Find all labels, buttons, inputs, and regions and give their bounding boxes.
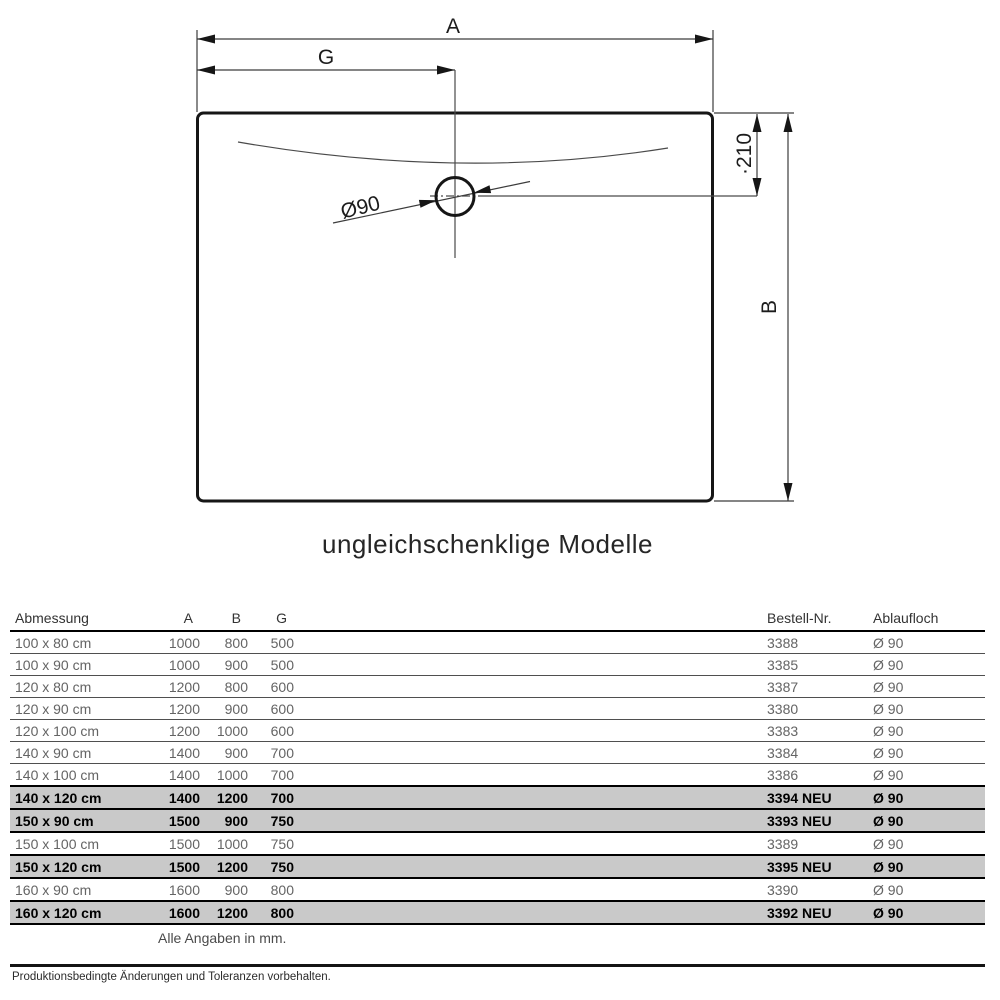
cell-g: 600 [248, 720, 294, 742]
table-row [10, 878, 985, 901]
cell-ablaufloch: Ø 90 [873, 742, 985, 764]
cell-spacer [294, 631, 767, 654]
cell-spacer [294, 698, 767, 720]
cell-spacer [294, 720, 767, 742]
cell-a: 1200 [155, 720, 200, 742]
cell-ablaufloch: Ø 90 [873, 855, 985, 878]
cell-spacer [294, 676, 767, 698]
cell-bestell-nr: 3394 NEU [767, 786, 873, 809]
cell-bestell-nr: 3388 [767, 631, 873, 654]
cell-g: 750 [248, 832, 294, 855]
cell-spacer [294, 809, 767, 832]
cell-g: 700 [248, 764, 294, 787]
arrowhead-b-bottom [784, 483, 793, 501]
cell-abmessung: 150 x 90 cm [10, 809, 155, 832]
cell-a: 1600 [155, 901, 200, 924]
cell-bestell-nr: 3384 [767, 742, 873, 764]
cell-b: 1200 [200, 901, 248, 924]
cell-g: 500 [248, 654, 294, 676]
cell-abmessung: 100 x 80 cm [10, 631, 155, 654]
cell-bestell-nr: 3386 [767, 764, 873, 787]
header-ablaufloch: Ablaufloch [873, 606, 985, 631]
cell-abmessung: 120 x 90 cm [10, 698, 155, 720]
cell-a: 1500 [155, 855, 200, 878]
header-g: G [248, 606, 294, 631]
cell-b: 900 [200, 742, 248, 764]
cell-b: 1200 [200, 855, 248, 878]
table-row [10, 855, 985, 878]
cell-bestell-nr: 3389 [767, 832, 873, 855]
cell-abmessung: 160 x 120 cm [10, 901, 155, 924]
cell-g: 750 [248, 809, 294, 832]
cell-ablaufloch: Ø 90 [873, 631, 985, 654]
cell-b: 800 [200, 676, 248, 698]
footer-rule [10, 964, 985, 967]
cell-a: 1400 [155, 742, 200, 764]
table-row [10, 676, 985, 698]
cell-bestell-nr: 3390 [767, 878, 873, 901]
cell-spacer [294, 764, 767, 787]
cell-b: 1000 [200, 720, 248, 742]
header-a: A [155, 606, 200, 631]
cell-ablaufloch: Ø 90 [873, 764, 985, 787]
table-row [10, 742, 985, 764]
dim-label-g: G [317, 46, 335, 69]
units-note: Alle Angaben in mm. [158, 930, 287, 946]
cell-abmessung: 160 x 90 cm [10, 878, 155, 901]
arrowhead-g-right [437, 66, 455, 75]
dim-label-b: B [758, 299, 781, 315]
cell-ablaufloch: Ø 90 [873, 698, 985, 720]
cell-abmessung: 140 x 90 cm [10, 742, 155, 764]
cell-spacer [294, 901, 767, 924]
arrowhead-g-left [197, 66, 215, 75]
arrowhead-210-bottom [753, 178, 762, 196]
cell-ablaufloch: Ø 90 [873, 676, 985, 698]
cell-bestell-nr: 3385 [767, 654, 873, 676]
cell-b: 1200 [200, 786, 248, 809]
table-row [10, 786, 985, 809]
table-row [10, 654, 985, 676]
cell-b: 900 [200, 698, 248, 720]
cell-a: 1500 [155, 809, 200, 832]
cell-g: 600 [248, 676, 294, 698]
cell-a: 1400 [155, 786, 200, 809]
cell-a: 1000 [155, 654, 200, 676]
cell-ablaufloch: Ø 90 [873, 878, 985, 901]
cell-abmessung: 120 x 100 cm [10, 720, 155, 742]
cell-abmessung: 100 x 90 cm [10, 654, 155, 676]
cell-g: 500 [248, 631, 294, 654]
cell-a: 1200 [155, 698, 200, 720]
cell-abmessung: 140 x 100 cm [10, 764, 155, 787]
dimension-table [10, 606, 985, 925]
cell-ablaufloch: Ø 90 [873, 720, 985, 742]
drain-diameter-label: Ø90 [338, 191, 383, 224]
cell-bestell-nr: 3387 [767, 676, 873, 698]
cell-spacer [294, 654, 767, 676]
drawing-title: ungleichschenklige Modelle [322, 529, 653, 559]
table-row [10, 698, 985, 720]
header-bestell-nr: Bestell-Nr. [767, 606, 873, 631]
arrowhead-210-top [753, 114, 762, 132]
cell-abmessung: 120 x 80 cm [10, 676, 155, 698]
cell-abmessung: 150 x 100 cm [10, 832, 155, 855]
cell-spacer [294, 878, 767, 901]
dim-label-210: ·210 [733, 132, 756, 176]
cell-bestell-nr: 3380 [767, 698, 873, 720]
arrowhead-a-left [197, 35, 215, 44]
cell-ablaufloch: Ø 90 [873, 809, 985, 832]
header-spacer [294, 606, 767, 631]
cell-b: 1000 [200, 832, 248, 855]
table-row [10, 832, 985, 855]
cell-bestell-nr: 3392 NEU [767, 901, 873, 924]
cell-g: 800 [248, 901, 294, 924]
cell-ablaufloch: Ø 90 [873, 832, 985, 855]
cell-g: 600 [248, 698, 294, 720]
arrowhead-b-top [784, 114, 793, 132]
cell-b: 900 [200, 809, 248, 832]
arrowhead-a-right [695, 35, 713, 44]
table-body [10, 631, 985, 924]
cell-a: 1000 [155, 631, 200, 654]
cell-a: 1600 [155, 878, 200, 901]
disclaimer-text: Produktionsbedingte Änderungen und Toleranzen vorbehalten. [12, 971, 331, 983]
cell-b: 900 [200, 654, 248, 676]
cell-g: 800 [248, 878, 294, 901]
cell-abmessung: 150 x 120 cm [10, 855, 155, 878]
table-row [10, 809, 985, 832]
table-row [10, 764, 985, 787]
cell-b: 1000 [200, 764, 248, 787]
cell-a: 1500 [155, 832, 200, 855]
cell-bestell-nr: 3383 [767, 720, 873, 742]
cell-spacer [294, 786, 767, 809]
cell-g: 750 [248, 855, 294, 878]
cell-a: 1400 [155, 764, 200, 787]
table-row [10, 901, 985, 924]
header-abmessung: Abmessung [10, 606, 155, 631]
cell-ablaufloch: Ø 90 [873, 654, 985, 676]
dim-label-a: A [445, 15, 461, 38]
cell-bestell-nr: 3393 NEU [767, 809, 873, 832]
table-row [10, 631, 985, 654]
cell-b: 800 [200, 631, 248, 654]
cell-g: 700 [248, 742, 294, 764]
cell-b: 900 [200, 878, 248, 901]
cell-ablaufloch: Ø 90 [873, 786, 985, 809]
cell-ablaufloch: Ø 90 [873, 901, 985, 924]
table-header-row [10, 606, 985, 631]
cell-a: 1200 [155, 676, 200, 698]
table-row [10, 720, 985, 742]
cell-abmessung: 140 x 120 cm [10, 786, 155, 809]
cell-bestell-nr: 3395 NEU [767, 855, 873, 878]
table-header [10, 606, 985, 631]
cell-g: 700 [248, 786, 294, 809]
cell-spacer [294, 742, 767, 764]
cell-spacer [294, 832, 767, 855]
header-b: B [200, 606, 248, 631]
cell-spacer [294, 855, 767, 878]
